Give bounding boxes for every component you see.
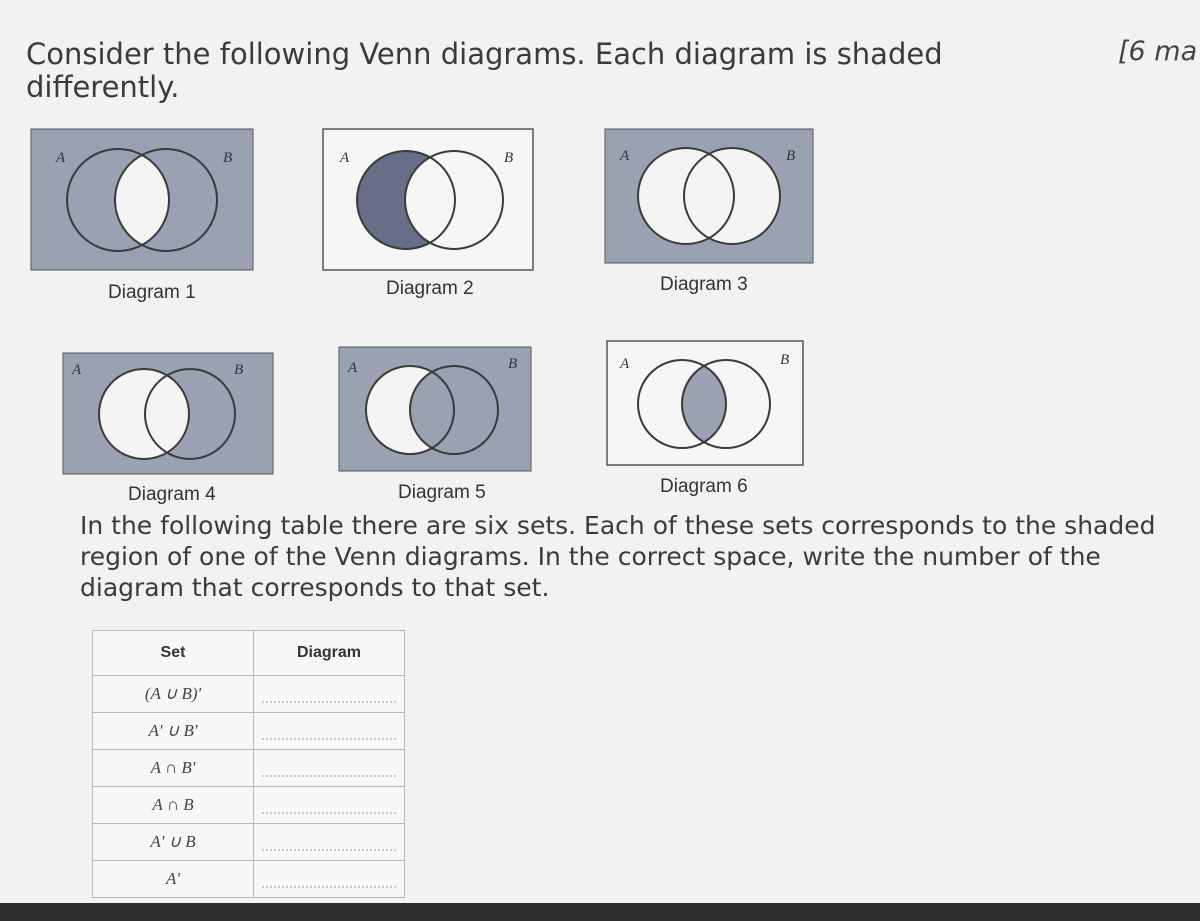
set-column-header: Set <box>93 631 254 676</box>
diagram-2-label: Diagram 2 <box>386 278 474 299</box>
table-row <box>93 787 405 824</box>
set-b-label: B <box>780 352 790 368</box>
set-b-label: B <box>223 150 233 166</box>
diagram-answer-field[interactable] <box>254 750 405 787</box>
set-cell: A' ∪ B' <box>93 713 254 750</box>
venn-diagram-4 <box>62 352 274 475</box>
set-cell: A' ∪ B <box>93 824 254 861</box>
set-a-label: A <box>56 150 66 166</box>
diagram-answer-field[interactable] <box>254 824 405 861</box>
set-a-label: A <box>620 148 630 164</box>
venn-diagram-5 <box>338 346 532 472</box>
table-row <box>93 713 405 750</box>
table-row <box>93 750 405 787</box>
marks-label: [6 ma <box>1118 36 1198 67</box>
table-row <box>93 824 405 861</box>
intro-text: Consider the following Venn diagrams. Each diagram is shaded differently. <box>26 37 943 104</box>
set-b-label: B <box>508 356 518 372</box>
diagram-5-label: Diagram 5 <box>398 482 486 503</box>
set-b-label: B <box>234 362 244 378</box>
set-b-label: B <box>504 150 514 166</box>
diagram-answer-field[interactable] <box>254 861 405 898</box>
diagram-4-label: Diagram 4 <box>128 484 216 505</box>
venn-diagram-3 <box>604 128 814 264</box>
diagram-1-label: Diagram 1 <box>108 282 196 303</box>
set-cell: A ∩ B <box>93 787 254 824</box>
venn-diagram-6 <box>606 340 804 466</box>
table-row <box>93 861 405 898</box>
set-a-label: A <box>348 360 358 376</box>
set-cell: (A ∪ B)' <box>93 676 254 713</box>
diagram-column-header: Diagram <box>254 631 405 676</box>
table-row <box>93 676 405 713</box>
set-a-label: A <box>340 150 350 166</box>
set-cell: A' <box>93 861 254 898</box>
diagram-answer-field[interactable] <box>254 787 405 824</box>
diagram-6-label: Diagram 6 <box>660 476 748 497</box>
venn-diagram-2 <box>322 128 534 271</box>
venn-diagram-1 <box>30 128 254 271</box>
set-a-label: A <box>620 356 630 372</box>
table-header-row <box>93 631 405 676</box>
set-a-label: A <box>72 362 82 378</box>
set-cell: A ∩ B' <box>93 750 254 787</box>
diagram-answer-field[interactable] <box>254 713 405 750</box>
sets-table <box>92 630 405 898</box>
diagram-answer-field[interactable] <box>254 676 405 713</box>
set-b-label: B <box>786 148 796 164</box>
diagram-3-label: Diagram 3 <box>660 274 748 295</box>
instructions-paragraph: In the following table there are six sets. Each of these sets corresponds to the shaded region of one of the Venn diagrams. In the correct space, write the number of the diagram that corresponds to that set. <box>80 511 1156 602</box>
screen-bottom-bar <box>0 903 1200 921</box>
